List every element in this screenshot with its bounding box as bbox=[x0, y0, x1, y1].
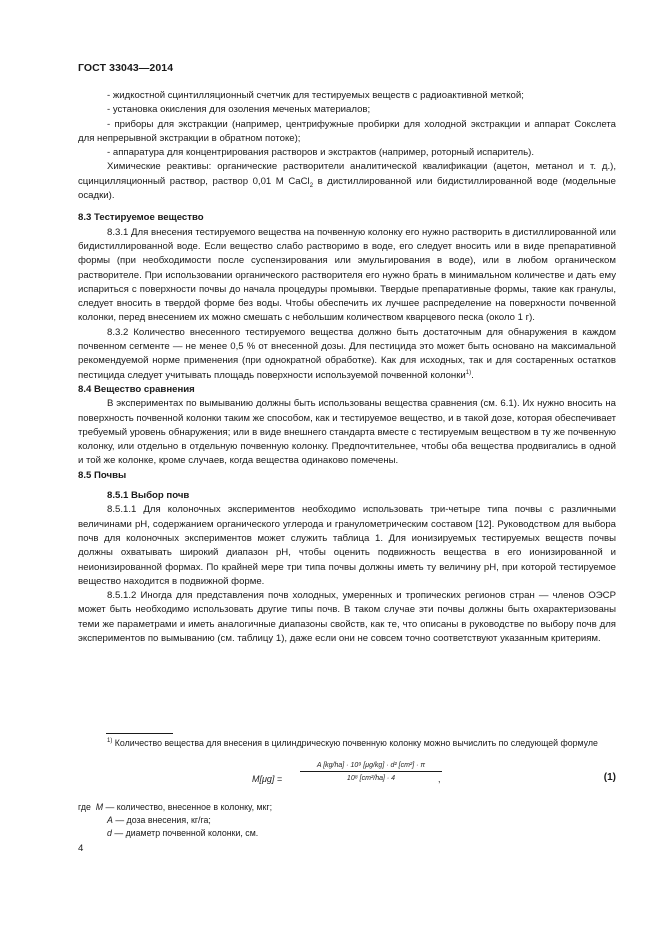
legend-symbol: A bbox=[107, 815, 113, 826]
paragraph-8-3-2-end: . bbox=[471, 369, 474, 381]
paragraph-8-3-2-text: 8.3.2 Количество внесенного тестируемого вещества должно быть достаточным для обнаружения в каждом почвенном сегменте — не менее 0,5 % от внесенной дозы. Для пестицида это может быть основано на максимальной рекомендуемой норме применения (при однократной обработке). Как для исходных, так и для состаренных остатков пестицида следует учитывать площадь поверхности используемой почвенной колонки bbox=[78, 326, 616, 381]
paragraph-8-3-2 bbox=[78, 326, 616, 383]
legend-symbol: M bbox=[95, 802, 104, 812]
legend-desc: — диаметр почвенной колонки, см. bbox=[111, 828, 259, 839]
page-header: ГОСТ 33043—2014 bbox=[78, 62, 174, 74]
page-content bbox=[78, 89, 616, 646]
legend-desc: — количество, внесенное в колонку, мкг; bbox=[103, 802, 273, 812]
section-heading-8-3: 8.3 Тестируемое вещество bbox=[78, 212, 204, 224]
page-number: 4 bbox=[78, 843, 84, 854]
legend-desc: — доза внесения, кг/га; bbox=[112, 815, 211, 826]
legend-symbol: d bbox=[107, 828, 112, 839]
footnote-ref: 1) bbox=[465, 369, 472, 376]
section-heading-8-5: 8.5 Почвы bbox=[78, 469, 127, 481]
equipment-item: - жидкостной сцинтилляционный счетчик для тестируемых веществ с радиоактивной меткой; bbox=[107, 90, 524, 101]
reagents-paragraph bbox=[78, 160, 616, 203]
formula-lhs: M[μg] = bbox=[252, 774, 283, 784]
formula-numerator: A [kg/ha] · 10⁹ [μg/kg] · d² [cm²] · π bbox=[300, 762, 442, 772]
footnote-divider bbox=[106, 733, 173, 734]
paragraph-8-5-1-1: 8.5.1.1 Для колоночных экспериментов необходимо использовать три-четыре типа почвы с различными величинами pH, содержанием органического углерода и гранулометрическим составом [12]. Руководством для выбора почв для колоночных экспериментов может служить таблица 1. Для ионизируемых тестируемых веществ почвы должны охватывать широкий диапазон pH, чтобы оценить подвижность вещества в его ионизированной и неионизированной формах. По крайней мере три типа почвы должны иметь ту величину pH, при которой тестируемое вещество находится в подвижной форме. bbox=[78, 504, 616, 587]
equipment-item: - приборы для экстракции (например, центрифужные пробирки для холодной экстракции и аппарат Сокслета для непрерывной экстракции в обратном потоке); bbox=[78, 118, 616, 144]
formula-comma: , bbox=[438, 774, 441, 784]
footnote-body: Количество вещества для внесения в цилиндрическую почвенную колонку можно вычислить по следующей формуле bbox=[112, 738, 598, 748]
formula-legend bbox=[78, 801, 616, 841]
reagents-text: Химические реактивы: органические растворители аналитической квалификации (ацетон, метанол и т. д.), сцинцилляционный раствор, раствор 0,01 М CaCl bbox=[78, 161, 616, 187]
footnote-text bbox=[78, 737, 616, 750]
equipment-item: - установка окисления для озоления меченых материалов; bbox=[107, 104, 371, 116]
section-heading-8-5-1: 8.5.1 Выбор почв bbox=[107, 490, 190, 502]
legend-where: где bbox=[78, 802, 91, 812]
equipment-item: - аппаратура для концентрирования растворов и экстрактов (например, роторный испаритель). bbox=[107, 147, 535, 159]
footnote-marker: 1) bbox=[107, 738, 113, 745]
formula-fraction bbox=[300, 762, 442, 782]
cacl2-subscript: 2 bbox=[309, 182, 314, 189]
reagents-text-end: в дистиллированной или бидистиллированной воде (модельные осадки). bbox=[78, 175, 616, 202]
formula-number: (1) bbox=[603, 772, 616, 783]
paragraph-8-4: В экспериментах по вымыванию должны быть использованы вещества сравнения (см. 6.1). Их нужно вносить на поверхность почвенной колонки таким же способом, как и тестируемое вещество, и в такой дозе, которая обеспечивает требуемый уровень обнаружения; или в виде внешнего стандарта вместе с тестируемым веществом в ту же почвенную колонку, или отдельно в отдельную почвенную колонку. Предпочтительнее, чтобы оба вещества продвигались в одной и той же колонке, кроме случаев, когда вещества одинаково помечены. bbox=[78, 398, 616, 467]
paragraph-8-5-1-2: 8.5.1.2 Иногда для представления почв холодных, умеренных и тропических регионов стран — членов ОЭСР может быть необходимо использовать другие типы почв. В таком случае эти почвы должны быть охарактеризованы теми же параметрами и иметь аналогичные диапазоны свойств, как те, что описаны в руководстве по выбору почв для экспериментов по вымыванию (см. таблицу 1), даже если они не совсем точно соответствуют указанным критериям. bbox=[78, 590, 616, 644]
formula-denominator: 10⁸ [cm²/ha] · 4 bbox=[346, 775, 396, 782]
formula bbox=[230, 762, 616, 802]
section-heading-8-4: 8.4 Вещество сравнения bbox=[78, 383, 195, 395]
footnote bbox=[78, 737, 616, 750]
legend-row bbox=[78, 801, 616, 814]
paragraph-8-3-1: 8.3.1 Для внесения тестируемого вещества на почвенную колонку его нужно растворить в дистиллированной или бидистиллированной воде. Если вещество слабо растворимо в воде, его следует вносить или в виде препаративной формы (при необходимости после суспензирования или эмульгирования в воде), или в любом органическом растворителе. При использовании органического растворителя его нужно брать в минимальном количестве и дать ему испариться с поверхности почвы до начала процедуры промывки. Твердые препаративные формы, такие как гранулы, следует вносить в твердой форме без воды. Чтобы обеспечить их лучшее распределение на поверхности почвенной колонки, перед внесением их можно смешать с небольшим количеством кварцевого песка (около 1 г). bbox=[78, 226, 616, 324]
legend-row bbox=[78, 827, 616, 840]
legend-row bbox=[78, 814, 616, 827]
